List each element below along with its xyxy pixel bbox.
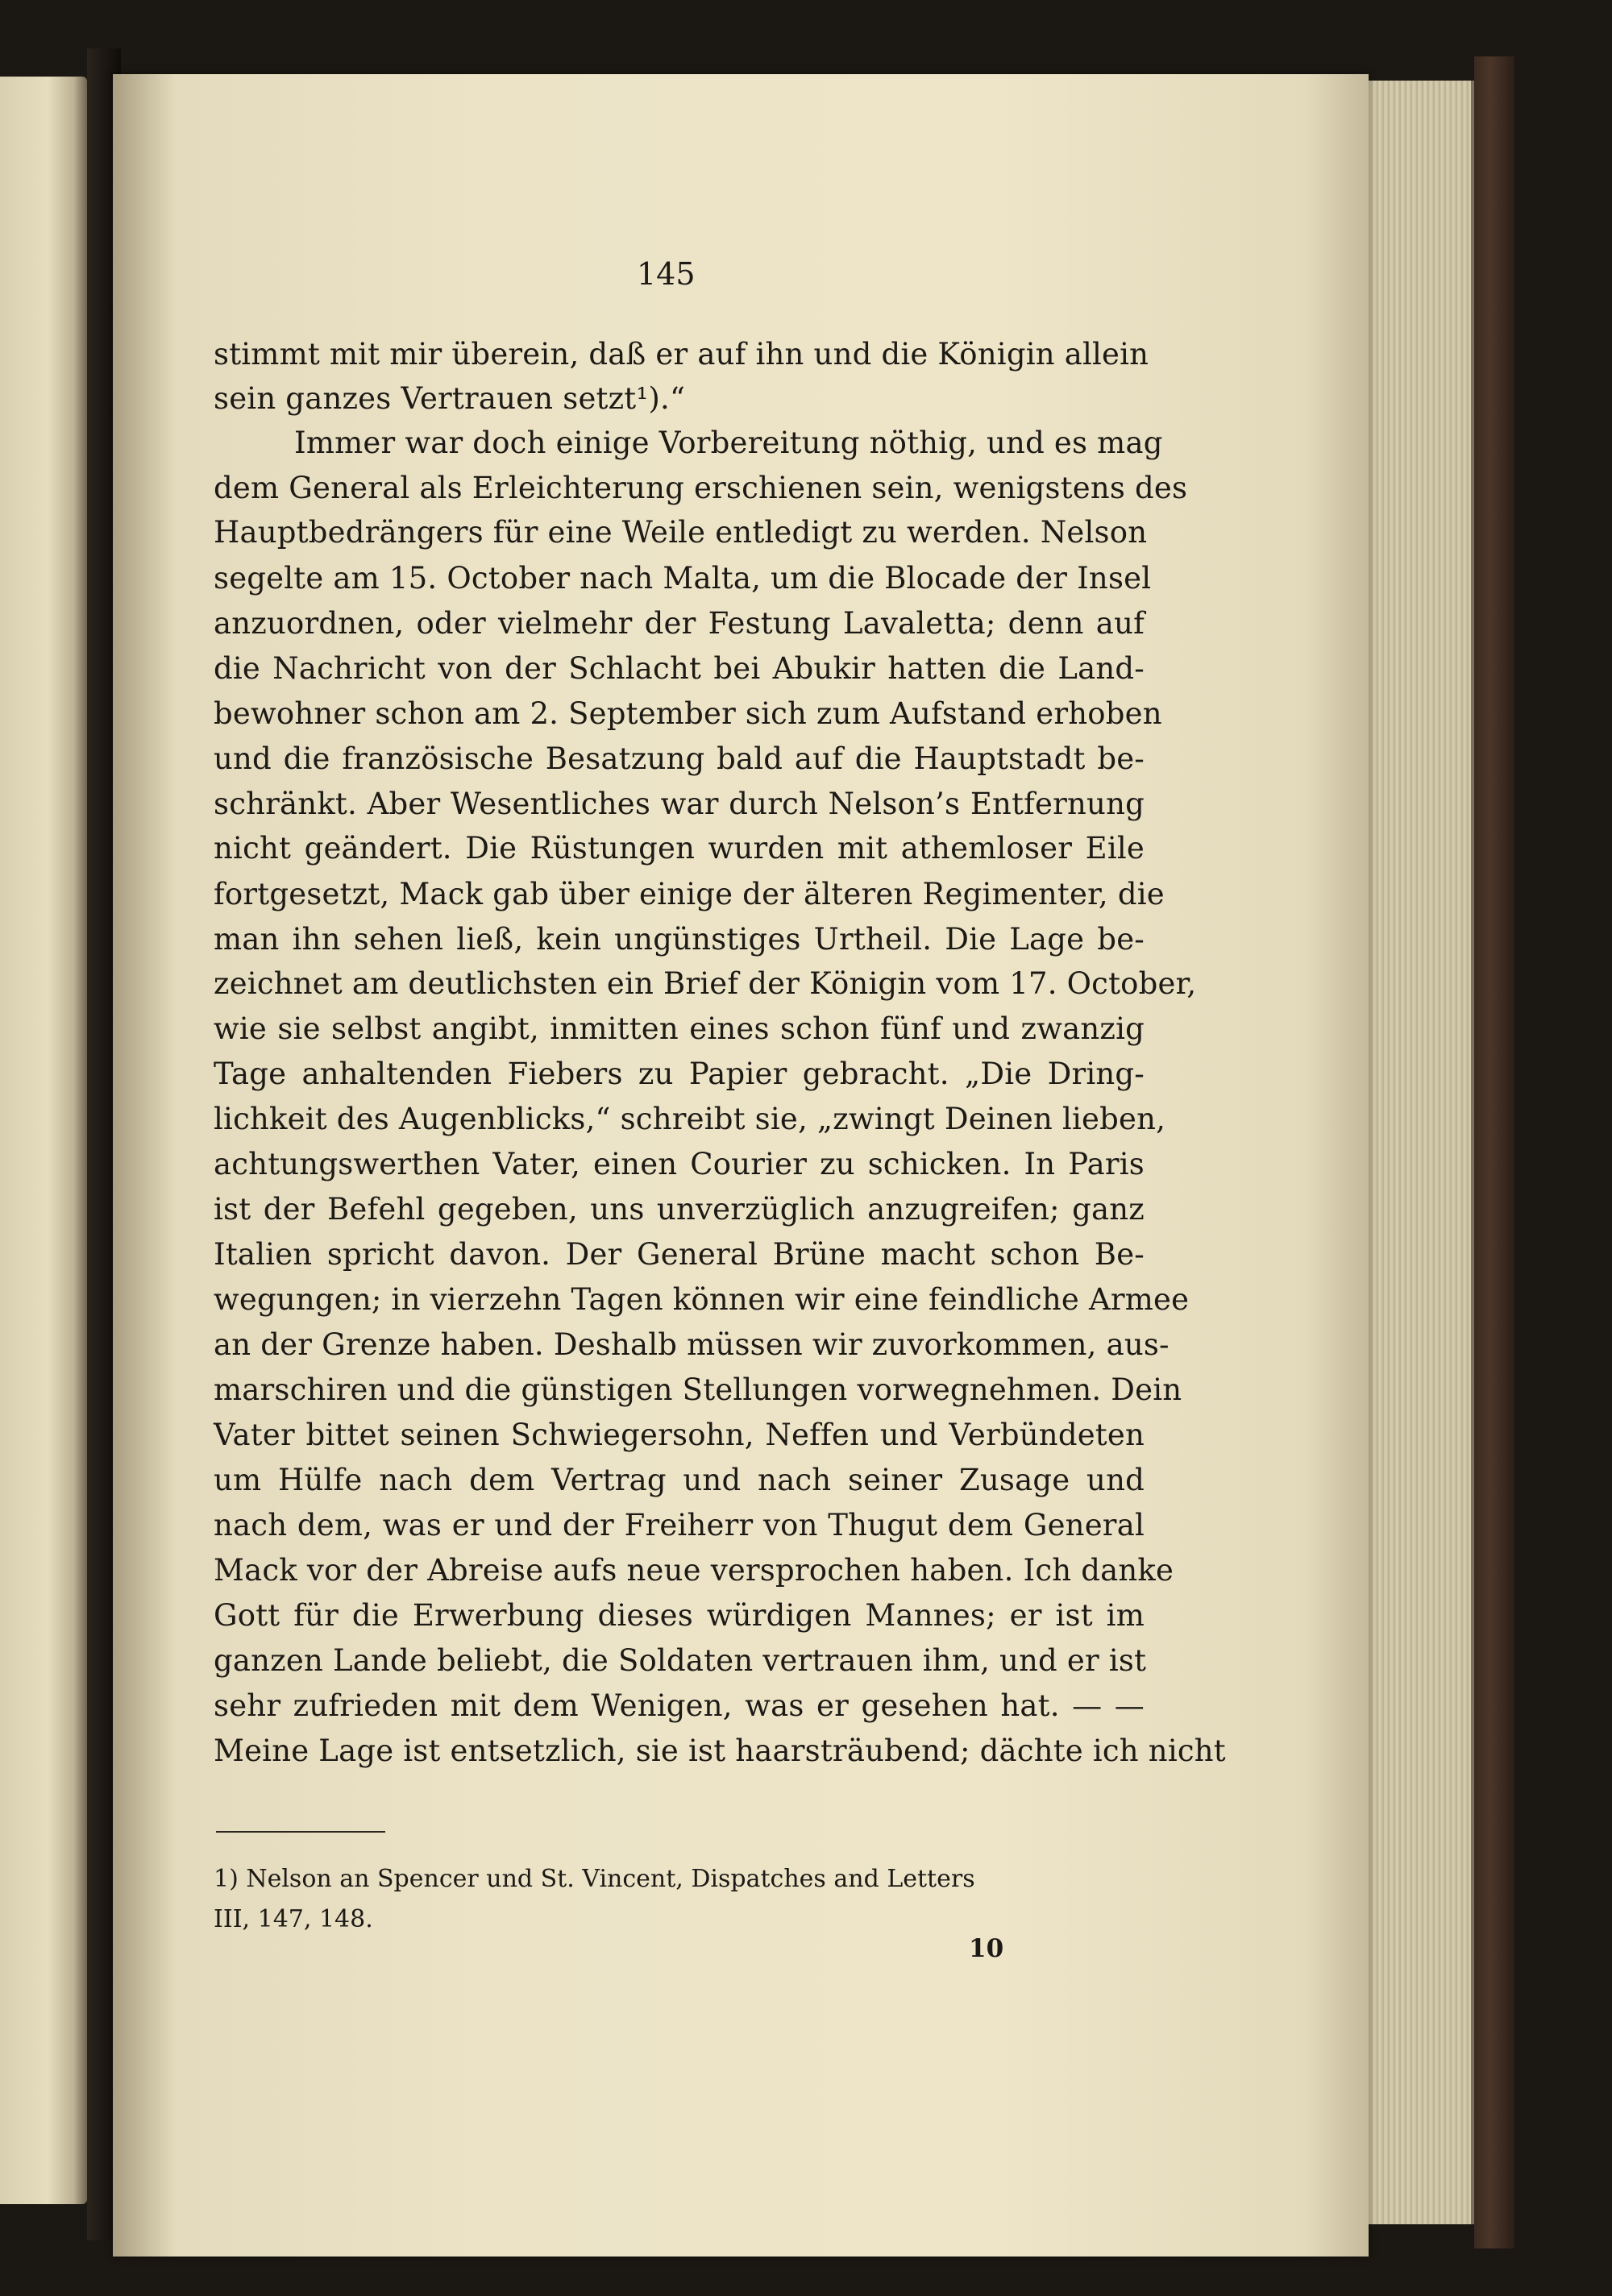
text-line: nicht geändert. Die Rüstungen wurden mit athemloser Eile <box>214 831 1145 866</box>
page-number: 145 <box>637 256 696 292</box>
text-line: marschiren und die günstigen Stellungen vorwegnehmen. Dein <box>214 1372 1182 1407</box>
printer-signature-mark: 10 <box>969 1934 1004 1963</box>
text-line: und die französische Besatzung bald auf die Hauptstadt be- <box>214 741 1145 776</box>
text-line: nach dem, was er und der Freiherr von Thugut dem General <box>214 1508 1145 1542</box>
text-line: ganzen Lande beliebt, die Soldaten vertrauen ihm, und er ist <box>214 1643 1147 1678</box>
text-line: die Nachricht von der Schlacht bei Abukir hatten die Land- <box>214 651 1145 686</box>
text-line: zeichnet am deutlichsten ein Brief der Königin vom 17. October, <box>214 966 1197 1001</box>
footnote-line: 1) Nelson an Spencer und St. Vincent, Dispatches and Letters <box>214 1865 975 1893</box>
text-line: lichkeit des Augenblicks,“ schreibt sie, „zwingt Deinen lieben, <box>214 1102 1166 1136</box>
text-line: Tage anhaltenden Fiebers zu Papier gebracht. „Die Dring- <box>214 1057 1145 1091</box>
text-line: segelte am 15. October nach Malta, um die Blocade der Insel <box>214 561 1152 596</box>
text-line: sein ganzes Vertrauen setzt¹).“ <box>214 381 686 416</box>
footnote-rule <box>216 1831 385 1833</box>
text-line: achtungswerthen Vater, einen Courier zu schicken. In Paris <box>214 1147 1145 1181</box>
facing-page-edge <box>0 77 87 2204</box>
text-line: ist der Befehl gegeben, uns unverzüglich anzugreifen; ganz <box>214 1192 1145 1227</box>
text-line: schränkt. Aber Wesentliches war durch Nelson’s Entfernung <box>214 787 1145 821</box>
text-line: Hauptbedrängers für eine Weile entledigt zu werden. Nelson <box>214 515 1148 550</box>
text-line: wie sie selbst angibt, inmitten eines schon fünf und zwanzig <box>214 1011 1145 1046</box>
text-line: Italien spricht davon. Der General Brüne macht schon Be- <box>214 1237 1145 1272</box>
text-line: Vater bittet seinen Schwiegersohn, Neffen und Verbündeten <box>214 1418 1145 1452</box>
text-line: an der Grenze haben. Deshalb müssen wir zuvorkommen, aus- <box>214 1327 1170 1362</box>
text-line: Gott für die Erwerbung dieses würdigen Mannes; er ist im <box>214 1598 1145 1633</box>
text-line: sehr zufrieden mit dem Wenigen, was er gesehen hat. — — <box>214 1688 1145 1723</box>
text-line: wegungen; in vierzehn Tagen können wir eine feindliche Armee <box>214 1282 1190 1317</box>
text-line: um Hülfe nach dem Vertrag und nach seiner Zusage und <box>214 1463 1145 1497</box>
text-line: bewohner schon am 2. September sich zum Aufstand erhoben <box>214 696 1162 731</box>
book-cover-edge <box>1474 56 1514 2248</box>
text-line: man ihn sehen ließ, kein ungünstiges Urtheil. Die Lage be- <box>214 922 1145 957</box>
text-line: fortgesetzt, Mack gab über einige der älteren Regimenter, die <box>214 877 1165 911</box>
text-line: Immer war doch einige Vorbereitung nöthig, und es mag <box>294 426 1163 460</box>
page-stack-edges <box>1362 81 1474 2224</box>
text-line: dem General als Erleichterung erschienen sein, wenigstens des <box>214 471 1188 505</box>
text-line: Mack vor der Abreise aufs neue versprochen haben. Ich danke <box>214 1553 1174 1588</box>
text-line: Meine Lage ist entsetzlich, sie ist haarsträubend; dächte ich nicht <box>214 1733 1226 1768</box>
text-line: stimmt mit mir überein, daß er auf ihn und die Königin allein <box>214 337 1149 372</box>
text-line: anzuordnen, oder vielmehr der Festung Lavaletta; denn auf <box>214 606 1145 641</box>
footnote-line: III, 147, 148. <box>214 1905 373 1933</box>
